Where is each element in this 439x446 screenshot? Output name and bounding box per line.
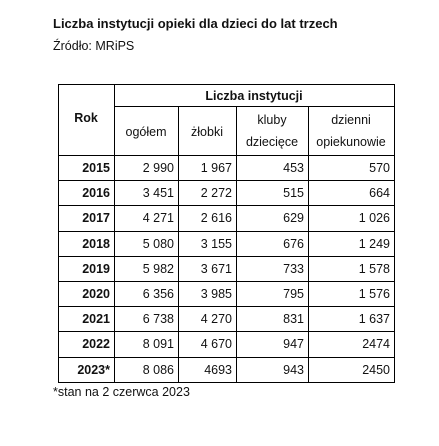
- header-group: Liczba instytucji: [205, 89, 303, 103]
- cell-dzienni: 2474: [362, 337, 390, 352]
- source-note: Źródło: MRiPS: [53, 39, 135, 53]
- header-dzienni-2: opiekunowie: [316, 135, 386, 149]
- cell-ogolem: 8 091: [142, 337, 174, 352]
- cell-dzienni: 1 249: [358, 236, 390, 251]
- cell-ogolem: 2 990: [142, 161, 174, 175]
- cell-kluby: 943: [283, 362, 304, 377]
- cell-zlobki: 4 270: [200, 312, 232, 327]
- header-dzienni: dzienni: [331, 113, 371, 127]
- cell-kluby: 676: [283, 236, 304, 251]
- cell-zlobki: 4 670: [200, 337, 232, 352]
- cell-zlobki: 3 671: [200, 261, 232, 276]
- header-ogolem: ogółem: [125, 125, 167, 139]
- cell-dzienni: 1 578: [358, 261, 390, 276]
- cell-kluby: 947: [283, 337, 304, 352]
- row-divider: [58, 231, 395, 232]
- cell-ogolem: 8 086: [142, 362, 174, 377]
- row-divider: [58, 180, 395, 181]
- row-divider: [58, 357, 395, 358]
- cell-rok: 2022: [82, 337, 110, 352]
- table-border-right: [394, 84, 395, 383]
- cell-ogolem: 3 451: [142, 186, 174, 201]
- cell-dzienni: 1 026: [358, 211, 390, 226]
- cell-zlobki: 3 985: [200, 287, 232, 301]
- header-kluby-2: dziecięce: [245, 135, 299, 149]
- table-border-top: [58, 84, 395, 85]
- cell-ogolem: 5 982: [142, 261, 174, 276]
- table-title: Liczba instytucji opieki dla dzieci do lat trzech: [53, 16, 338, 31]
- cell-zlobki: 3 155: [200, 236, 232, 251]
- cell-dzienni: 1 637: [358, 312, 390, 327]
- cell-ogolem: 4 271: [142, 211, 174, 226]
- row-divider: [58, 205, 395, 206]
- cell-dzienni: 2450: [362, 362, 390, 377]
- header-group-divider: [114, 106, 394, 107]
- cell-zlobki: 1 967: [200, 161, 232, 175]
- cell-rok: 2021: [82, 312, 110, 327]
- header-kluby: kluby: [257, 113, 287, 127]
- cell-ogolem: 5 080: [142, 236, 174, 251]
- cell-kluby: 453: [283, 161, 304, 175]
- cell-rok: 2023*: [77, 362, 110, 377]
- cell-rok: 2016: [82, 186, 110, 201]
- cell-rok: 2018: [82, 236, 110, 251]
- cell-rok: 2015: [82, 161, 110, 175]
- cell-kluby: 629: [283, 211, 304, 226]
- row-divider: [58, 306, 395, 307]
- cell-ogolem: 6 356: [142, 287, 174, 301]
- header-bottom-line: [58, 155, 395, 156]
- cell-zlobki: 2 272: [200, 186, 232, 201]
- cell-dzienni: 1 576: [358, 287, 390, 301]
- cell-kluby: 515: [283, 186, 304, 201]
- cell-rok: 2017: [82, 211, 110, 226]
- cell-kluby: 831: [283, 312, 304, 327]
- cell-kluby: 733: [283, 261, 304, 276]
- table-border-bottom: [58, 382, 395, 383]
- cell-zlobki: 2 616: [200, 211, 232, 226]
- header-zlobki: żłobki: [191, 125, 223, 139]
- cell-rok: 2019: [82, 261, 110, 276]
- row-divider: [58, 281, 395, 282]
- cell-dzienni: 664: [369, 186, 390, 201]
- cell-dzienni: 570: [369, 161, 390, 175]
- cell-zlobki: 4693: [204, 362, 232, 377]
- footnote: *stan na 2 czerwca 2023: [53, 385, 190, 399]
- row-divider: [58, 331, 395, 332]
- row-divider: [58, 256, 395, 257]
- cell-kluby: 795: [283, 287, 304, 301]
- cell-ogolem: 6 738: [142, 312, 174, 327]
- cell-rok: 2020: [82, 287, 110, 301]
- header-rok: Rok: [74, 111, 98, 125]
